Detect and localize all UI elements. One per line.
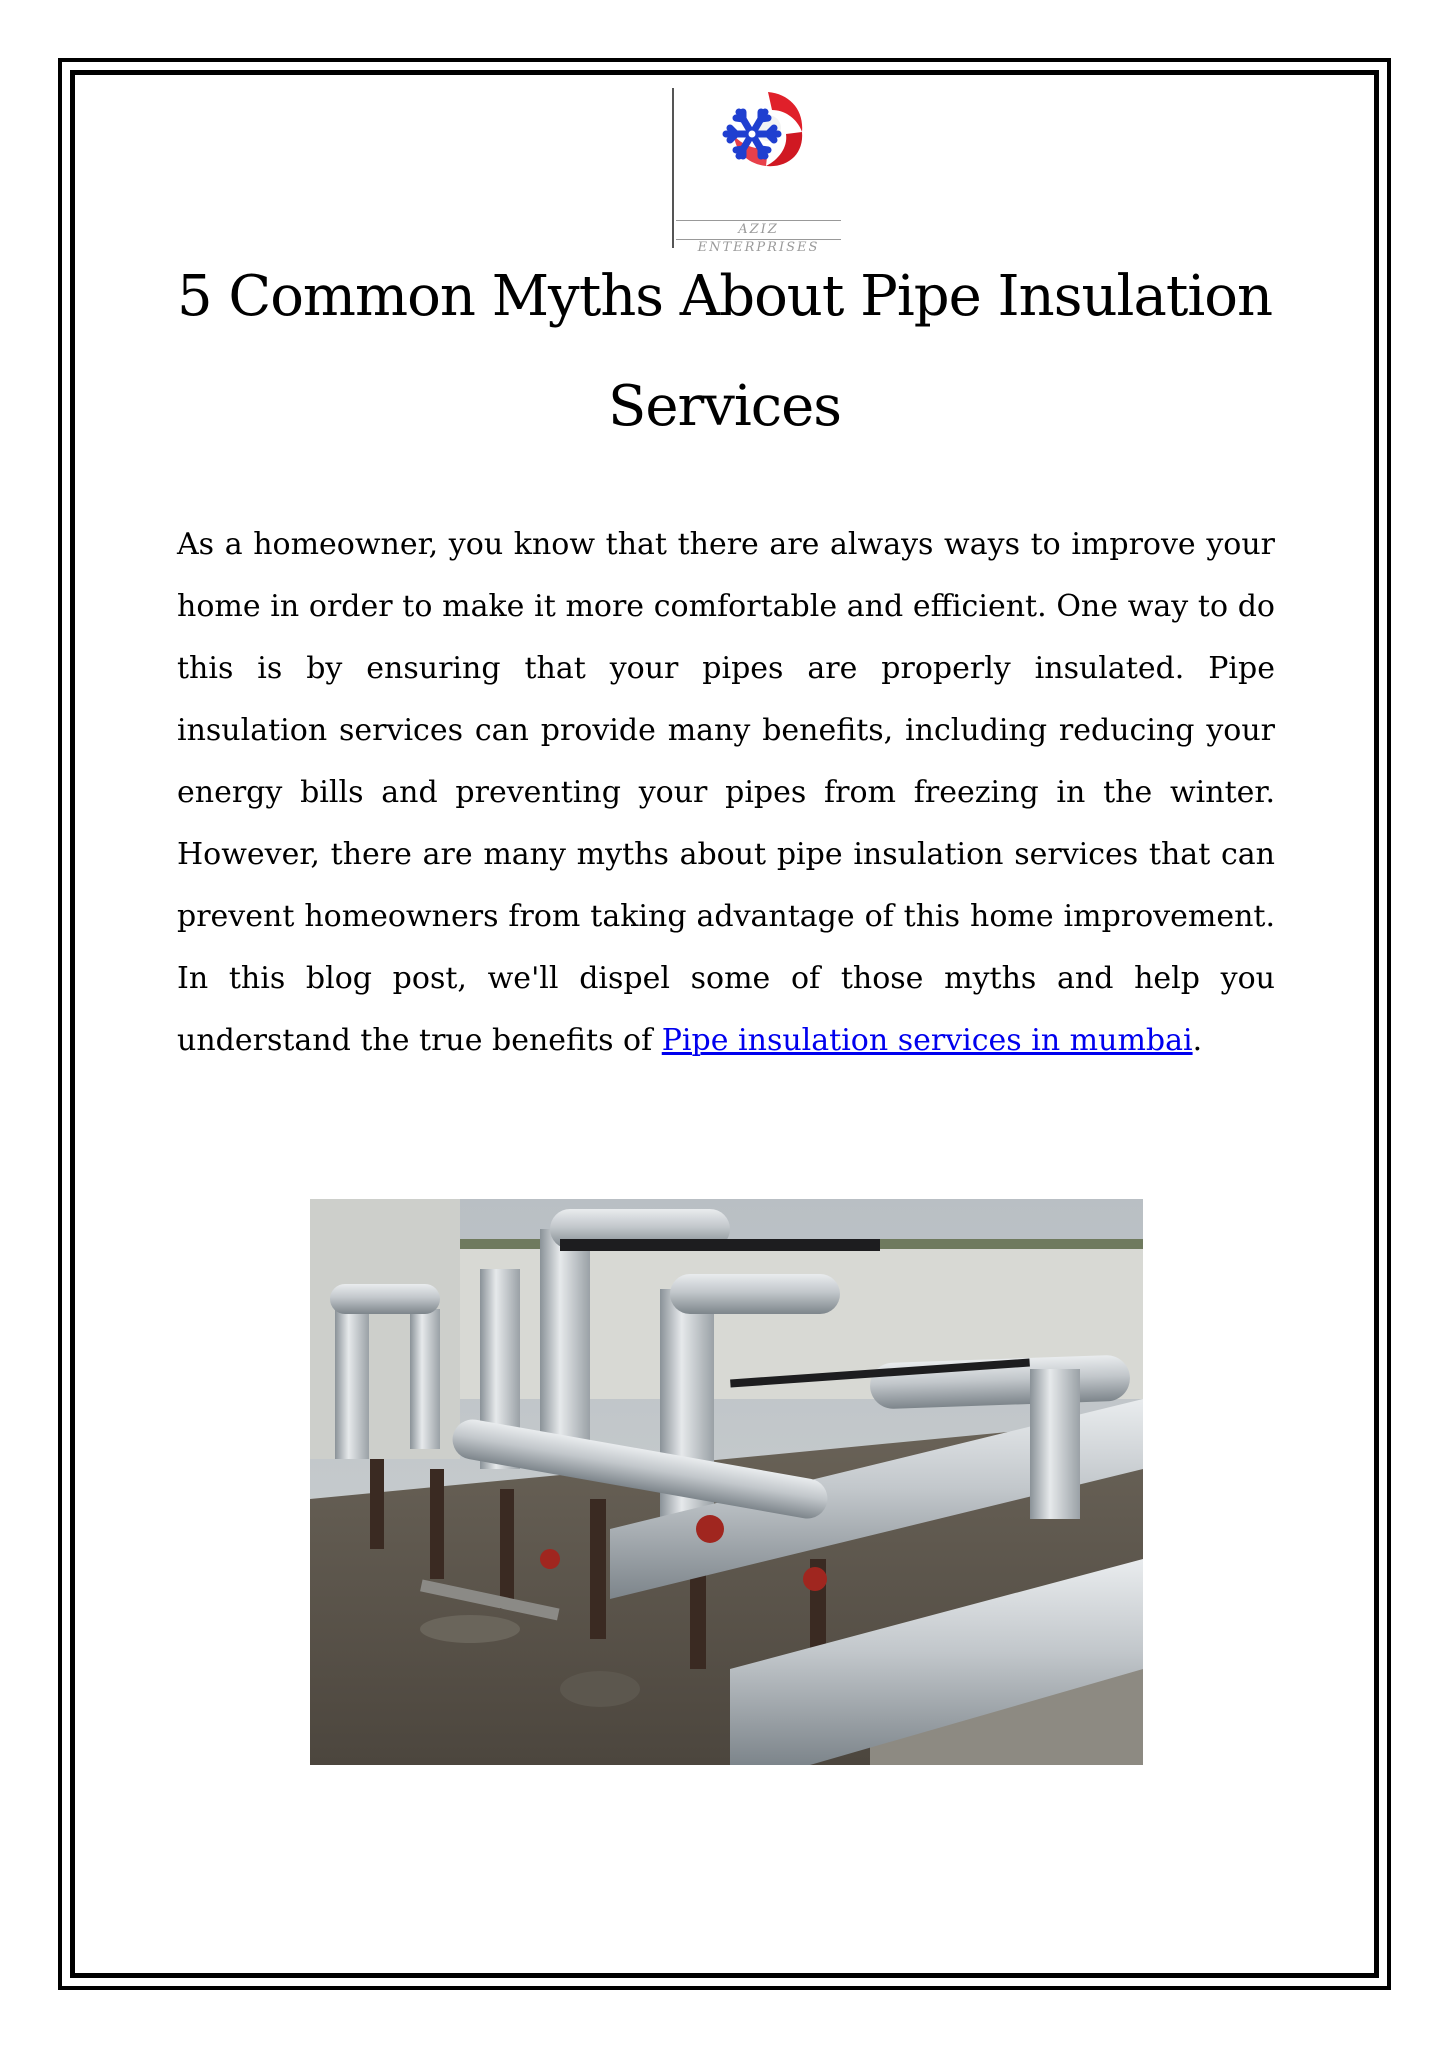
pipe-insulation-link[interactable]: Pipe insulation services in mumbai [661, 1023, 1193, 1058]
logo-brand-text: AZIZ ENTERPRISES [676, 220, 841, 240]
intro-text: As a homeowner, you know that there are always ways to improve your home in order to make it more comfortable and efficient. One way to do this is by ensuring that your pipes are properly insulated. Pipe insulation services can provide many benefits, including reducing your energy bills and preventing your pipes from freezing in the winter. However, there are many myths about pipe insulation services that can prevent homeowners from taking advantage of this home improvement. In this blog post, we'll dispel some of those myths and help you understand the true benefits of [177, 527, 1275, 1058]
intro-paragraph [177, 514, 1275, 1072]
page-title: 5 Common Myths About Pipe Insulation Services [176, 264, 1273, 439]
intro-paragraph-end: . [1192, 1023, 1203, 1058]
insulated-pipes-photo [310, 1199, 1143, 1765]
